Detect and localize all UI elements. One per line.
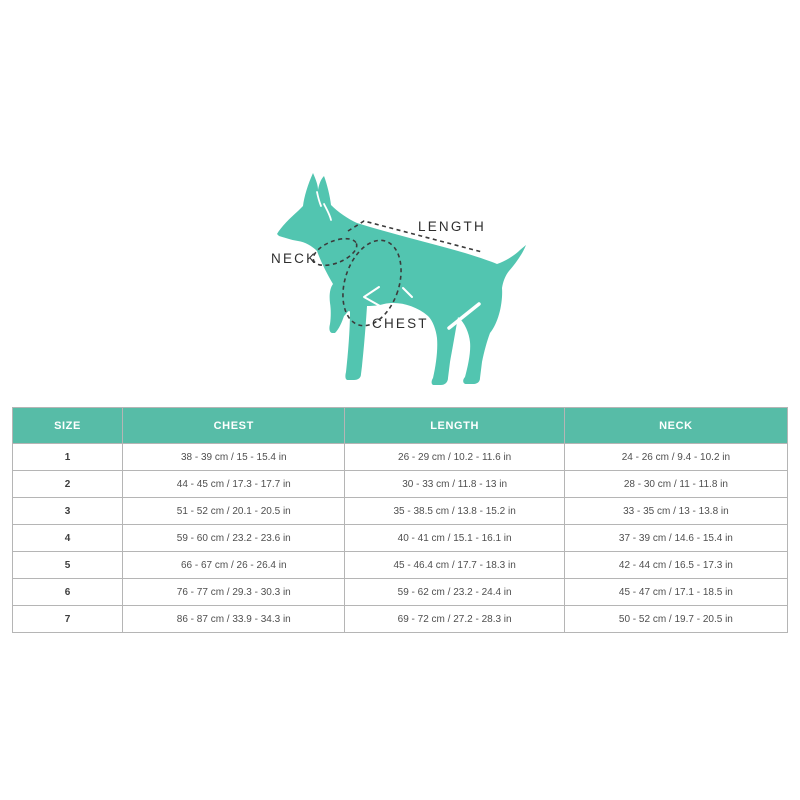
length-value: 30 - 33 cm / 11.8 - 13 in	[345, 471, 564, 498]
size-chart-table	[12, 407, 788, 633]
table-row	[13, 606, 788, 633]
chest-value: 66 - 67 cm / 26 - 26.4 in	[123, 552, 345, 579]
length-value: 26 - 29 cm / 10.2 - 11.6 in	[345, 444, 564, 471]
neck-label: NECK	[271, 251, 318, 266]
length-value: 45 - 46.4 cm / 17.7 - 18.3 in	[345, 552, 564, 579]
table-row	[13, 498, 788, 525]
chest-value: 76 - 77 cm / 29.3 - 30.3 in	[123, 579, 345, 606]
length-value: 40 - 41 cm / 15.1 - 16.1 in	[345, 525, 564, 552]
chest-value: 59 - 60 cm / 23.2 - 23.6 in	[123, 525, 345, 552]
dog-silhouette	[277, 173, 526, 385]
neck-value: 33 - 35 cm / 13 - 13.8 in	[564, 498, 787, 525]
table-header-row	[13, 408, 788, 444]
neck-value: 50 - 52 cm / 19.7 - 20.5 in	[564, 606, 787, 633]
table-row	[13, 444, 788, 471]
table-row	[13, 552, 788, 579]
table-row	[13, 579, 788, 606]
neck-value: 37 - 39 cm / 14.6 - 15.4 in	[564, 525, 787, 552]
column-header-neck: NECK	[564, 408, 787, 444]
column-header-length: LENGTH	[345, 408, 564, 444]
chest-value: 86 - 87 cm / 33.9 - 34.3 in	[123, 606, 345, 633]
chest-value: 44 - 45 cm / 17.3 - 17.7 in	[123, 471, 345, 498]
neck-value: 24 - 26 cm / 9.4 - 10.2 in	[564, 444, 787, 471]
chest-value: 51 - 52 cm / 20.1 - 20.5 in	[123, 498, 345, 525]
size-value: 5	[13, 552, 123, 579]
size-value: 1	[13, 444, 123, 471]
size-value: 4	[13, 525, 123, 552]
neck-value: 42 - 44 cm / 16.5 - 17.3 in	[564, 552, 787, 579]
chest-label: CHEST	[372, 316, 429, 331]
length-value: 35 - 38.5 cm / 13.8 - 15.2 in	[345, 498, 564, 525]
chest-value: 38 - 39 cm / 15 - 15.4 in	[123, 444, 345, 471]
column-header-chest: CHEST	[123, 408, 345, 444]
length-value: 59 - 62 cm / 23.2 - 24.4 in	[345, 579, 564, 606]
size-value: 6	[13, 579, 123, 606]
size-chart	[12, 407, 788, 633]
size-value: 2	[13, 471, 123, 498]
size-value: 7	[13, 606, 123, 633]
neck-value: 45 - 47 cm / 17.1 - 18.5 in	[564, 579, 787, 606]
length-value: 69 - 72 cm / 27.2 - 28.3 in	[345, 606, 564, 633]
column-header-size: SIZE	[13, 408, 123, 444]
table-row	[13, 471, 788, 498]
length-label: LENGTH	[418, 219, 486, 234]
size-value: 3	[13, 498, 123, 525]
neck-value: 28 - 30 cm / 11 - 11.8 in	[564, 471, 787, 498]
table-row	[13, 525, 788, 552]
